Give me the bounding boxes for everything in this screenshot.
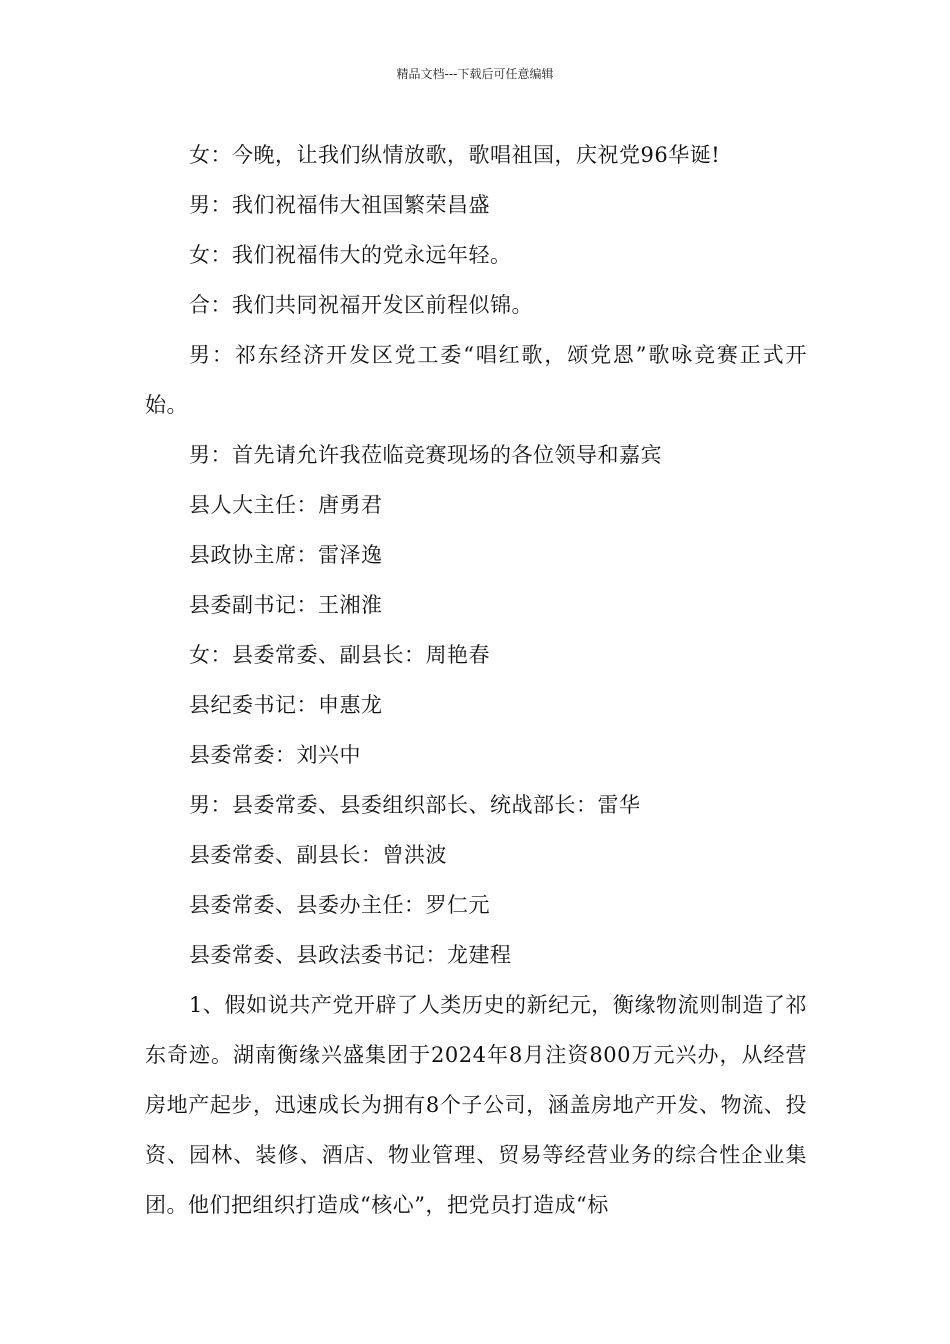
paragraph: 县委常委、副县长：曾洪波 bbox=[189, 843, 447, 867]
paragraph: 县人大主任：唐勇君 bbox=[189, 493, 383, 517]
paragraph: 男：县委常委、县委组织部长、统战部长：雷华 bbox=[189, 793, 641, 817]
paragraph: 1、假如说共产党开辟了人类历史的新纪元，衡缘物流则制造了祁东奇迹。湖南衡缘兴盛集团于2024年8月注资800万元兴办，从经营房地产起步，迅速成长为拥有8个子公司，涵盖房地产开发、物流、投资、园林、装修、酒店、物业管理、贸易等经营业务的综合性企业集团。他们把组织打造成“核心”，把党员打造成“标 bbox=[145, 993, 807, 1217]
paragraph: 县政协主席：雷泽逸 bbox=[189, 543, 383, 567]
paragraph: 男：首先请允许我莅临竞赛现场的各位领导和嘉宾 bbox=[189, 443, 662, 467]
paragraph: 县委副书记：王湘淮 bbox=[189, 593, 383, 617]
document-body bbox=[145, 130, 807, 1230]
paragraph: 男：祁东经济开发区党工委“唱红歌，颂党恩”歌咏竞赛正式开始。 bbox=[145, 343, 807, 417]
paragraph: 合：我们共同祝福开发区前程似锦。 bbox=[189, 293, 533, 317]
paragraph: 县委常委、县政法委书记：龙建程 bbox=[189, 943, 512, 967]
paragraph: 女：今晚，让我们纵情放歌，歌唱祖国，庆祝党96华诞! bbox=[189, 143, 721, 167]
paragraph: 县委常委：刘兴中 bbox=[189, 743, 361, 767]
paragraph: 县纪委书记：申惠龙 bbox=[189, 693, 383, 717]
paragraph: 男：我们祝福伟大祖国繁荣昌盛 bbox=[189, 193, 490, 217]
page-header: 精品文档---下载后可任意编辑 bbox=[396, 67, 554, 81]
paragraph: 县委常委、县委办主任：罗仁元 bbox=[189, 893, 490, 917]
paragraph: 女：我们祝福伟大的党永远年轻。 bbox=[189, 243, 512, 267]
paragraph: 女：县委常委、副县长：周艳春 bbox=[189, 643, 490, 667]
